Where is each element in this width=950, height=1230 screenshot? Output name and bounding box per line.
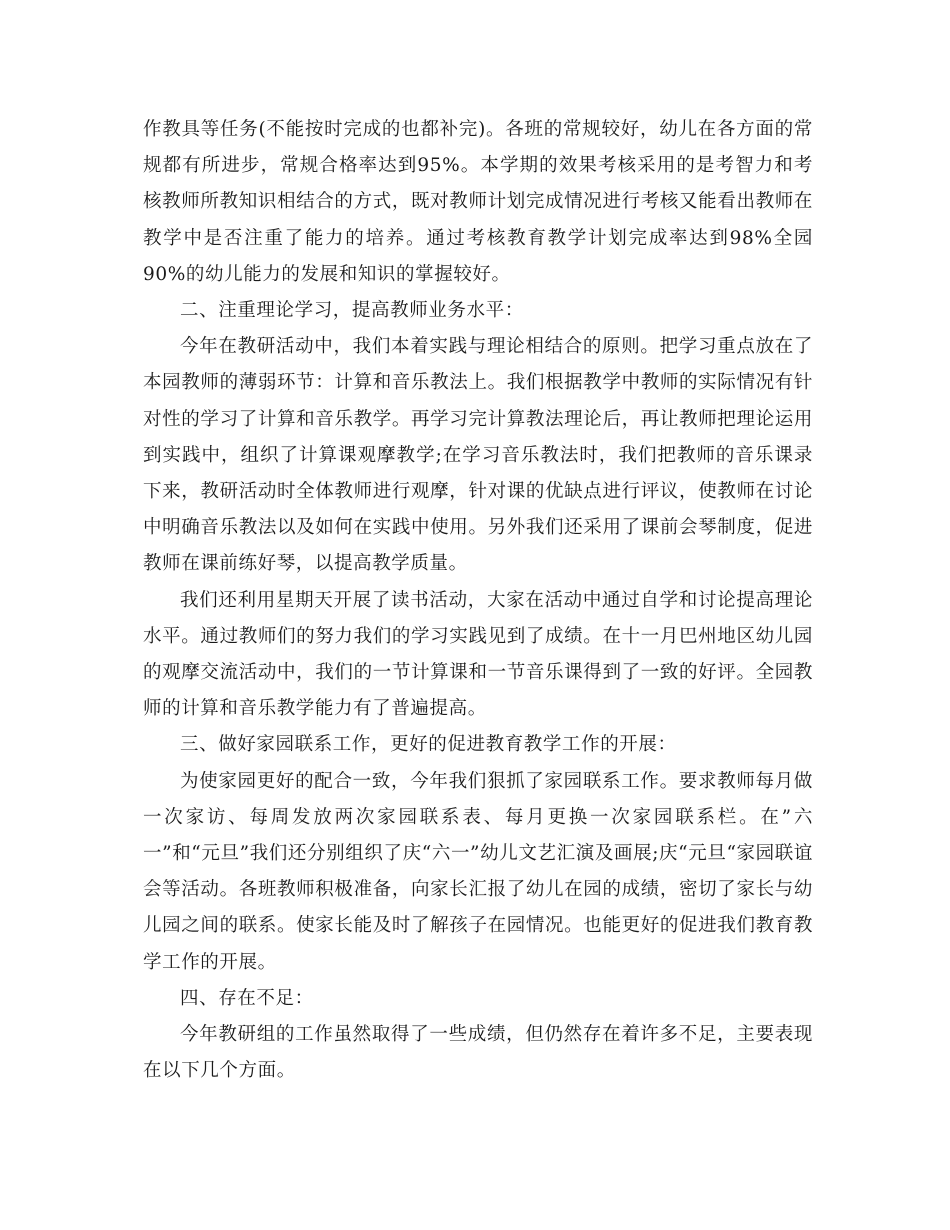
paragraph-shortcomings: 今年教研组的工作虽然取得了一些成绩，但仍然存在着许多不足，主要表现在以下几个方面。 bbox=[143, 1024, 813, 1082]
paragraph-teaching-research: 今年在教研活动中，我们本着实践与理论相结合的原则。把学习重点放在了本园教师的薄弱环节：计算和音乐教法上。我们根据教学中教师的实际情况有针对性的学习了计算和音乐教学。再学习完计算教法理论后，再让教师把理论运用到实践中，组织了计算课观摩教学;在学习音乐教法时，我们把教师的音乐课录下来，教研活动时全体教师进行观摩，针对课的优缺点进行评议，使教师在讨论中明确音乐教法以及如何在实践中使用。另外我们还采用了课前会琴制度，促进教师在课前练好琴，以提高教学质量。 bbox=[143, 336, 813, 575]
paragraph-continuation: 作教具等任务(不能按时完成的也都补完)。各班的常规较好，幼儿在各方面的常规都有所进步，常规合格率达到95%。本学期的效果考核采用的是考智力和考核教师所教知识相结合的方式，既对教师计划完成情况进行考核又能看出教师在教学中是否注重了能力的培养。通过考核教育教学计划完成率达到98%全园90%的幼儿能力的发展和知识的掌握较好。 bbox=[143, 119, 813, 285]
section-heading-shortcomings: 四、存在不足： bbox=[180, 987, 314, 1009]
paragraph-reading-activity: 我们还利用星期天开展了读书活动，大家在活动中通过自学和讨论提高理论水平。通过教师们的努力我们的学习实践见到了成绩。在十一月巴州地区幼儿园的观摩交流活动中，我们的一节计算课和一节音乐课得到了一致的好评。全园教师的计算和音乐教学能力有了普遍提高。 bbox=[143, 589, 813, 720]
section-heading-home-school-contact: 三、做好家园联系工作，更好的促进教育教学工作的开展： bbox=[180, 734, 677, 756]
document-page bbox=[143, 112, 813, 1089]
paragraph-home-school-contact: 为使家园更好的配合一致，今年我们狠抓了家园联系工作。要求教师每月做一次家访、每周发放两次家园联系表、每月更换一次家园联系栏。在”六一”和“元旦”我们还分别组织了庆“六一”幼儿文艺汇演及画展;庆“元旦“家园联谊会等活动。各班教师积极准备，向家长汇报了幼儿在园的成绩，密切了家长与幼儿园之间的联系。使家长能及时了解孩子在园情况。也能更好的促进我们教育教学工作的开展。 bbox=[143, 770, 813, 973]
section-heading-theory-study: 二、注重理论学习，提高教师业务水平： bbox=[180, 300, 524, 322]
